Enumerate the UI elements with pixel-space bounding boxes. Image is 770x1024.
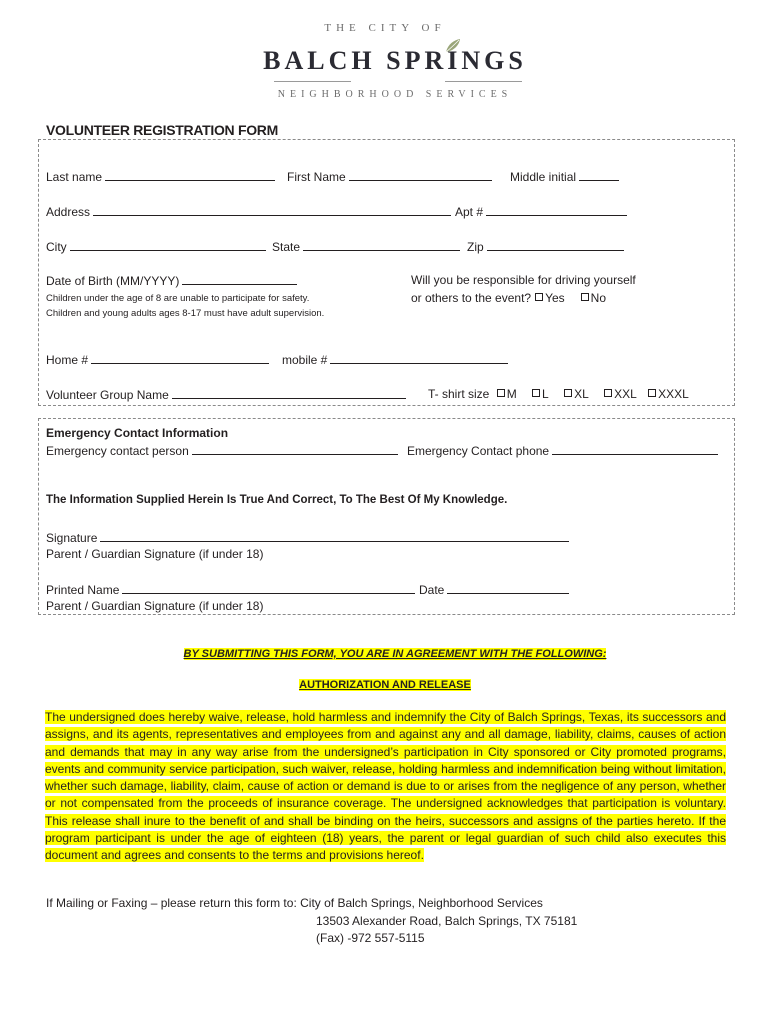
size-l-label: L xyxy=(542,387,549,401)
logo-top-text: THE CITY OF xyxy=(324,22,446,34)
size-m-checkbox[interactable] xyxy=(497,389,505,397)
home-phone-label: Home # xyxy=(46,353,89,367)
logo-main-text: BALCH SPRINGS xyxy=(263,46,527,75)
middle-initial-field[interactable] xyxy=(510,169,619,184)
printed-name-label: Printed Name xyxy=(46,583,120,597)
size-xl-label: XL xyxy=(574,387,589,401)
signature-field[interactable] xyxy=(46,530,569,545)
size-xxl-checkbox[interactable] xyxy=(604,389,612,397)
logo-rule-right xyxy=(445,81,522,82)
authorization-heading xyxy=(0,679,770,691)
home-phone-field[interactable] xyxy=(46,352,269,367)
date-field[interactable] xyxy=(419,582,569,597)
size-xxxl-label: XXXL xyxy=(658,387,689,401)
emergency-person-field[interactable] xyxy=(46,443,398,458)
certify-statement: The Information Supplied Herein Is True And Correct, To The Best Of My Knowledge. xyxy=(46,494,508,506)
date-label: Date xyxy=(419,583,445,597)
mobile-phone-label: mobile # xyxy=(282,353,328,367)
guardian-signature-label-2: Parent / Guardian Signature (if under 18) xyxy=(46,599,264,613)
city-label: City xyxy=(46,240,67,254)
group-name-label: Volunteer Group Name xyxy=(46,388,169,402)
size-m-label: M xyxy=(506,387,517,401)
tshirt-size-field xyxy=(428,387,689,401)
signature-label: Signature xyxy=(46,531,98,545)
fax-number: (Fax) -972 557-5115 xyxy=(316,931,425,945)
release-text: The undersigned does hereby waive, release, hold harmless and indemnify the City of Balch Springs, Texas, its successors and assigns, and its agents, representatives and employees from and against any and all damage, liability, claims, causes of action and demands that may in any way arise from the undersigned’s participation in City sponsored or City promoted programs, events and community service participation, such waiver, release, holding harmless and indemnification being without limitation, whether such damage, liability, claim, cause of action or demand is due to or arises from the negligence of any person, whether or not compensated from the proceeds of insurance coverage. The undersigned acknowledges that participation is voluntary. This release shall inure to the benefit of and shall be binding on the heirs, successors and assigns of the parties hereto. If the program participant is under the age of eighteen (18) years, the parent or legal guardian of such child also executes this document and agrees and consents to the terms and provisions hereof. xyxy=(45,710,726,863)
size-xl-checkbox[interactable] xyxy=(564,389,572,397)
driving-question-1: Will you be responsible for driving yourself xyxy=(411,273,636,287)
group-name-field[interactable] xyxy=(46,387,406,402)
form-title: VOLUNTEER REGISTRATION FORM xyxy=(46,122,278,138)
emergency-phone-label: Emergency Contact phone xyxy=(407,444,550,458)
no-label: No xyxy=(590,291,606,305)
size-xxl-label: XXL xyxy=(614,387,637,401)
guardian-signature-label-1: Parent / Guardian Signature (if under 18) xyxy=(46,547,264,561)
logo-rule-left xyxy=(274,81,351,82)
state-label: State xyxy=(272,240,301,254)
agreement-heading xyxy=(0,648,770,660)
address-field[interactable] xyxy=(46,204,451,219)
emergency-person-label: Emergency contact person xyxy=(46,444,189,458)
last-name-field[interactable] xyxy=(46,169,275,184)
tshirt-size-label: T- shirt size xyxy=(428,387,490,401)
last-name-label: Last name xyxy=(46,170,103,184)
yes-label: Yes xyxy=(545,291,565,305)
dob-field[interactable] xyxy=(46,273,297,288)
no-checkbox[interactable] xyxy=(581,293,589,301)
middle-initial-label: Middle initial xyxy=(510,170,577,184)
size-l-checkbox[interactable] xyxy=(532,389,540,397)
address-label: Address xyxy=(46,205,91,219)
dob-note-2: Children and young adults ages 8-17 must have adult supervision. xyxy=(46,308,325,319)
size-xxxl-checkbox[interactable] xyxy=(648,389,656,397)
city-field[interactable] xyxy=(46,239,266,254)
printed-name-field[interactable] xyxy=(46,582,415,597)
zip-label: Zip xyxy=(467,240,484,254)
logo-sub-text: NEIGHBORHOOD SERVICES xyxy=(277,89,513,100)
emergency-phone-field[interactable] xyxy=(407,443,718,458)
mailing-line-1: If Mailing or Faxing – please return this form to: City of Balch Springs, Neighborhood Services xyxy=(46,896,543,910)
driving-question-2 xyxy=(411,291,606,305)
apt-label: Apt # xyxy=(455,205,484,219)
state-field[interactable] xyxy=(272,239,460,254)
first-name-label: First Name xyxy=(287,170,346,184)
mobile-phone-field[interactable] xyxy=(282,352,508,367)
zip-field[interactable] xyxy=(467,239,624,254)
emergency-heading: Emergency Contact Information xyxy=(46,426,229,440)
agreement-heading-text: BY SUBMITTING THIS FORM, YOU ARE IN AGREEMENT WITH THE FOLLOWING: xyxy=(183,648,607,660)
authorization-heading-text: AUTHORIZATION AND RELEASE xyxy=(299,679,471,691)
dob-label: Date of Birth (MM/YYYY) xyxy=(46,274,180,288)
mailing-address: 13503 Alexander Road, Balch Springs, TX 75181 xyxy=(316,914,578,928)
first-name-field[interactable] xyxy=(287,169,492,184)
yes-checkbox[interactable] xyxy=(535,293,543,301)
apt-field[interactable] xyxy=(455,204,627,219)
driving-question-2-label: or others to the event? xyxy=(411,291,532,305)
dob-note-1: Children under the age of 8 are unable to participate for safety. xyxy=(46,293,310,304)
release-paragraph xyxy=(45,709,726,865)
